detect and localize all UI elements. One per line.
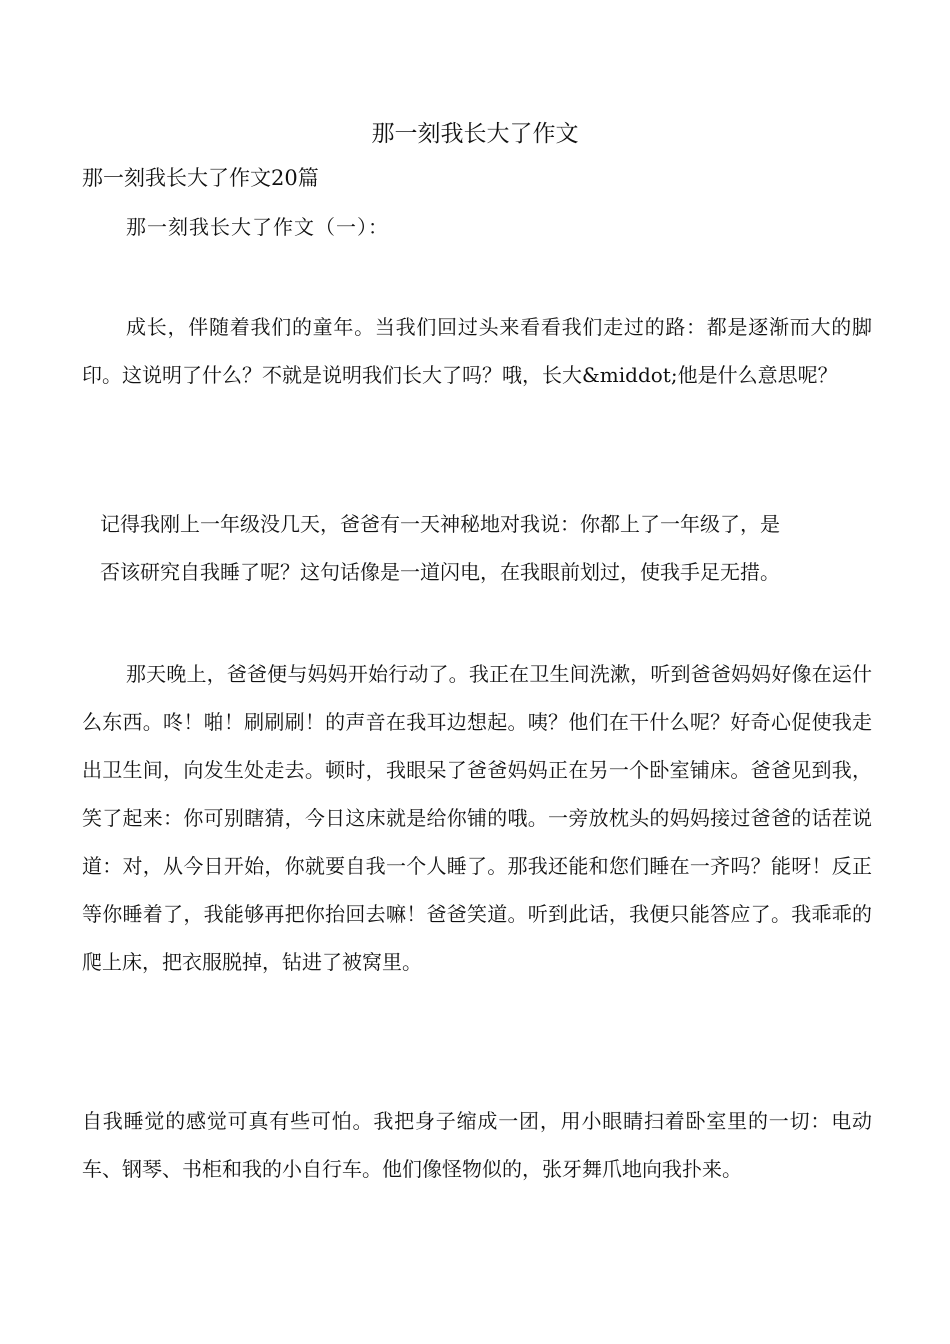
paragraph-4: 自我睡觉的感觉可真有些可怕。我把身子缩成一团，用小眼睛扫着卧室里的一切：电动车、钢琴、书柜和我的小自行车。他们像怪物似的，张牙舞爪地向我扑来。 <box>82 1109 872 1181</box>
section-heading: 那一刻我长大了作文（一）： <box>126 215 389 239</box>
paragraph-2-line-1: 记得我刚上一年级没几天，爸爸有一天神秘地对我说：你都上了一年级了，是 <box>100 512 780 536</box>
paragraph-2 <box>100 500 870 596</box>
paragraph-3: 那天晚上，爸爸便与妈妈开始行动了。我正在卫生间洗漱，听到爸爸妈妈好像在运什么东西。咚！啪！刷刷刷！的声音在我耳边想起。咦？他们在干什么呢？好奇心促使我走出卫生间，向发生处走去。顿时，我眼呆了爸爸妈妈正在另一个卧室铺床。爸爸见到我，笑了起来：你可别瞎猜，今日这床就是给你铺的哦。一旁放枕头的妈妈接过爸爸的话茬说道：对，从今日开始，你就要自我一个人睡了。那我还能和您们睡在一齐吗？能呀！反正等你睡着了，我能够再把你抬回去嘛！爸爸笑道。听到此话，我便只能答应了。我乖乖的爬上床，把衣服脱掉，钻进了被窝里。 <box>82 662 872 974</box>
document-subtitle: 那一刻我长大了作文20篇 <box>82 166 319 190</box>
paragraph-2-line-2: 否该研究自我睡了呢？这句话像是一道闪电，在我眼前划过，使我手足无措。 <box>100 560 780 584</box>
document-title: 那一刻我长大了作文 <box>371 121 579 147</box>
paragraph-1: 成长，伴随着我们的童年。当我们回过头来看看我们走过的路：都是逐渐而大的脚印。这说明了什么？不就是说明我们长大了吗？哦，长大&middot;他是什么意思呢？ <box>82 315 872 387</box>
